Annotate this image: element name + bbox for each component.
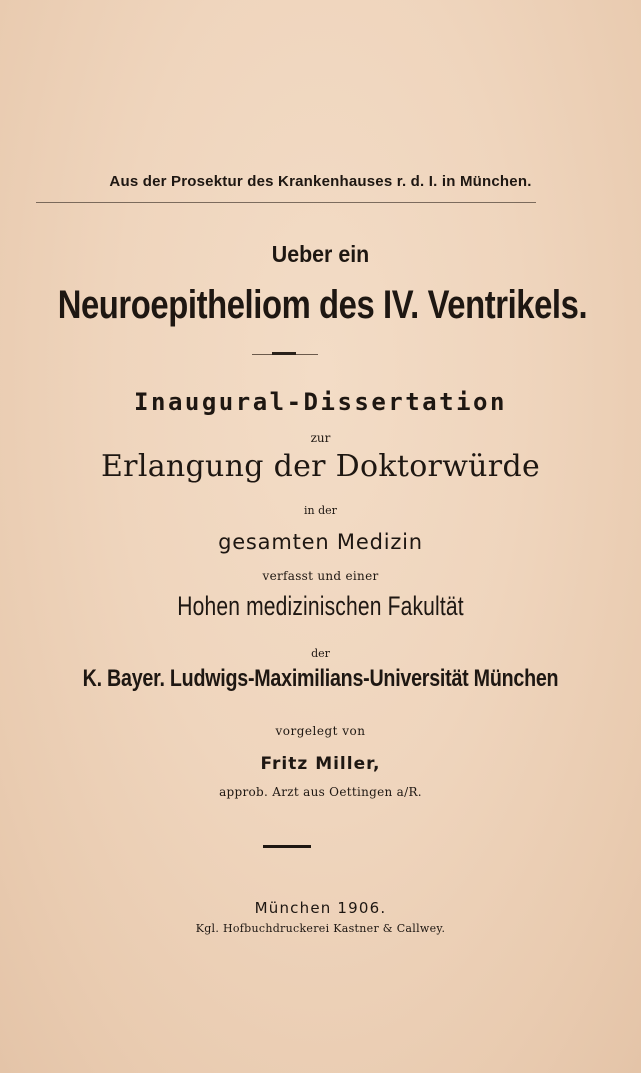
author-name: Fritz Miller,: [260, 754, 381, 774]
title-main: Neuroepitheliom des IV. Ventrikels.: [57, 283, 588, 327]
institution-header: Aus der Prosektur des Krankenhauses r. d. I. in München.: [109, 173, 532, 190]
university-text: K. Bayer. Ludwigs-Maximilians-Universität München: [82, 665, 559, 692]
verfasst-text: verfasst und einer: [262, 569, 379, 583]
field-text: gesamten Medizin: [218, 530, 423, 554]
author-credentials: approb. Arzt aus Oettingen a/R.: [219, 785, 422, 799]
imprint-divider: [263, 845, 311, 848]
imprint-printer: Kgl. Hofbuchdruckerei Kastner & Callwey.: [195, 922, 446, 935]
in-der-text: in der: [304, 504, 337, 517]
faculty-text: Hohen medizinischen Fakultät: [177, 591, 464, 621]
header-divider: [36, 202, 536, 203]
ornament-divider: [252, 354, 318, 355]
vorgelegt-text: vorgelegt von: [275, 724, 366, 738]
zur-text: zur: [310, 431, 331, 445]
der-text: der: [311, 647, 330, 660]
imprint-city-year: München 1906.: [254, 899, 387, 917]
dissertation-label: Inaugural-Dissertation: [134, 388, 507, 416]
title-line-1: Ueber ein: [271, 241, 370, 267]
purpose-text: Erlangung der Doktorwürde: [100, 449, 540, 484]
